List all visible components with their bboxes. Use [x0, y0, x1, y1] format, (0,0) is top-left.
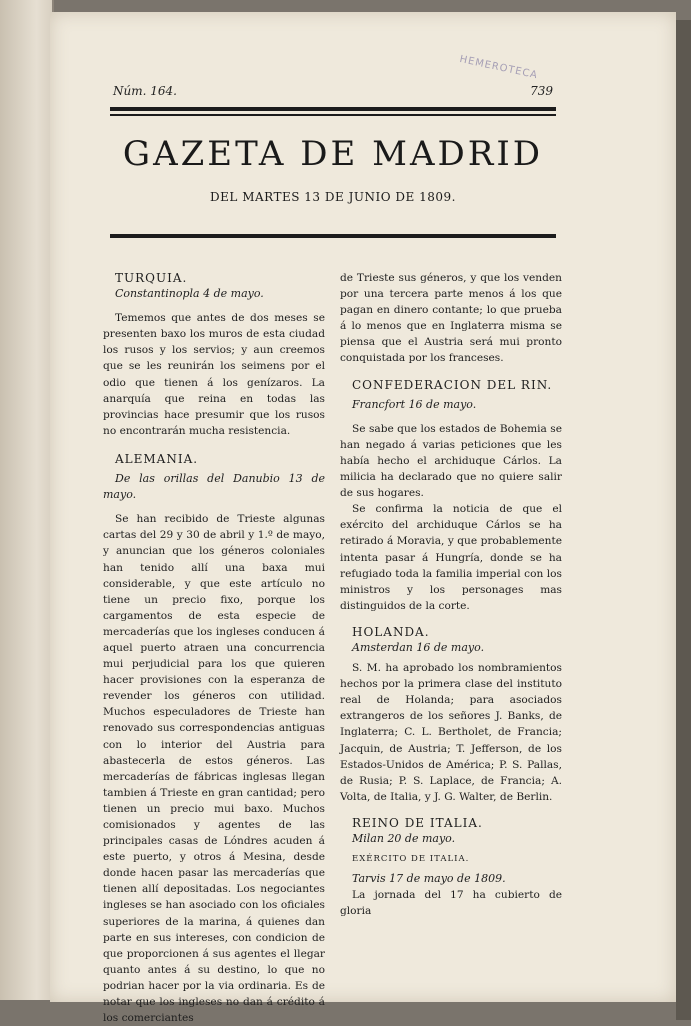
newspaper-title: GAZETA DE MADRID — [122, 134, 544, 174]
masthead-top-line — [113, 82, 553, 102]
dateline-danubio: De las orillas del Danubio 13 de mayo. — [103, 472, 325, 502]
paragraph-bohemia: Se sabe que los estados de Bohemia se han negado á varias peticiones que les había hecho el archiduque Cárlos. La milicia ha declarado que no quiere salir de sus hogares. — [340, 422, 562, 500]
paragraph-continuation: de Trieste sus géneros, y que los venden por una tercera parte menos á los que pagan en dinero contante; lo que prueba á lo menos que en Inglaterra misma se piensa que el Austria será mui pronto conquistada por los franceses. — [340, 272, 562, 365]
paragraph-holanda: S. M. ha aprobado los nombramientos hechos por la primera clase del instituto real de Holanda; para asociados extrangeros de los señores J. Banks, de Inglaterra; C. L. Bertholet, de Francia; Jacquin, de Austria; T. Jefferson, de los Estados-Unidos de América; P. S. Pallas, de Rusia; P. S. Laplace, de Francia; A. Volta, de Italia, y J. G. Walter, de Berlin. — [340, 662, 562, 803]
masthead-rule-top — [110, 107, 556, 111]
masthead-rule-bottom — [110, 234, 556, 238]
library-stamp: HEMEROTECA — [458, 53, 539, 82]
background-shadow — [676, 20, 691, 1020]
dateline-milan: Milan 20 de mayo. — [352, 832, 456, 845]
section-heading-alemania: ALEMANIA. — [115, 451, 199, 466]
dateline-amsterdan: Amsterdan 16 de mayo. — [352, 640, 485, 654]
right-column — [340, 270, 562, 919]
dateline-constantinopla: Constantinopla 4 de mayo. — [115, 287, 264, 301]
previous-page-edge — [0, 0, 54, 1000]
paragraph-turquia: Tememos que antes de dos meses se presenten baxo los muros de esta ciudad los rusos y los servios; y aun creemos que se les reunirán los seimens por el odio que tienen á los genízaros. La anarquía que reina en todas las provincias hace presumir que los rusos no encontrarán mucha resistencia. — [103, 312, 325, 437]
section-heading-holanda: HOLANDA. — [352, 624, 430, 639]
paragraph-alemania: Se han recibido de Trieste algunas cartas del 29 y 30 de abril y 1.º de mayo, y anuncian que los géneros coloniales han tenido allí una baxa mui considerable, y que este artículo no tiene un precio fixo, porque los cargamentos de esta especie de mercaderías que los ingleses conducen á aquel puerto atraen una concurrencia mui perjudicial para los que quieren hacer provisiones con la esperanza de revender los géneros con utilidad. Muchos especuladores de Trieste han renovado sus correspondencias antiguas con lo interior del Austria para abastecerla de estos géneros. Las mercaderías de fábricas inglesas llegan tambien á Trieste en gran cantidad; pero tienen un precio mui baxo. Muchos comisionados y agentes de las principales casas de Lóndres acuden á este puerto, y otros á Mesina, desde donde hacen pasar las mercaderías que tienen allí depositadas. Los negociantes ingleses se han asociado con los oficiales superiores de la marina, á quienes dan parte en sus intereses, con condicion de que proporcionen á sus agentes el llegar quanto antes á su destino, lo que no podrian hacer por la via ordinaria. Es de notar que los ingleses no dan á crédito á los comerciantes — [103, 513, 325, 1025]
masthead-rule-top-thin — [110, 114, 556, 116]
dateline-francfort: Francfort 16 de mayo. — [352, 397, 477, 411]
issue-date: DEL MARTES 13 DE JUNIO DE 1809. — [210, 190, 456, 204]
section-heading-italia: REINO DE ITALIA. — [352, 815, 483, 830]
issue-number: Núm. 164. — [113, 84, 177, 98]
page-number: 739 — [530, 84, 553, 98]
paragraph-archiduque: Se confirma la noticia de que el exército del archiduque Cárlos se ha retirado á Moravia, y que probablemente intenta pasar á Hungría, donde se ha refugiado toda la familia imperial con los ministros y los personages mas distinguidos de la corte. — [340, 503, 562, 612]
section-heading-turquia: TURQUIA. — [115, 271, 188, 285]
section-heading-confederacion: CONFEDERACION DEL RIN. — [352, 377, 553, 392]
left-column — [103, 270, 325, 1026]
paragraph-jornada: La jornada del 17 ha cubierto de gloria — [340, 889, 562, 918]
subheading-exercito: EXÉRCITO DE ITALIA. — [352, 854, 470, 865]
dateline-tarvis: Tarvis 17 de mayo de 1809. — [352, 872, 506, 886]
